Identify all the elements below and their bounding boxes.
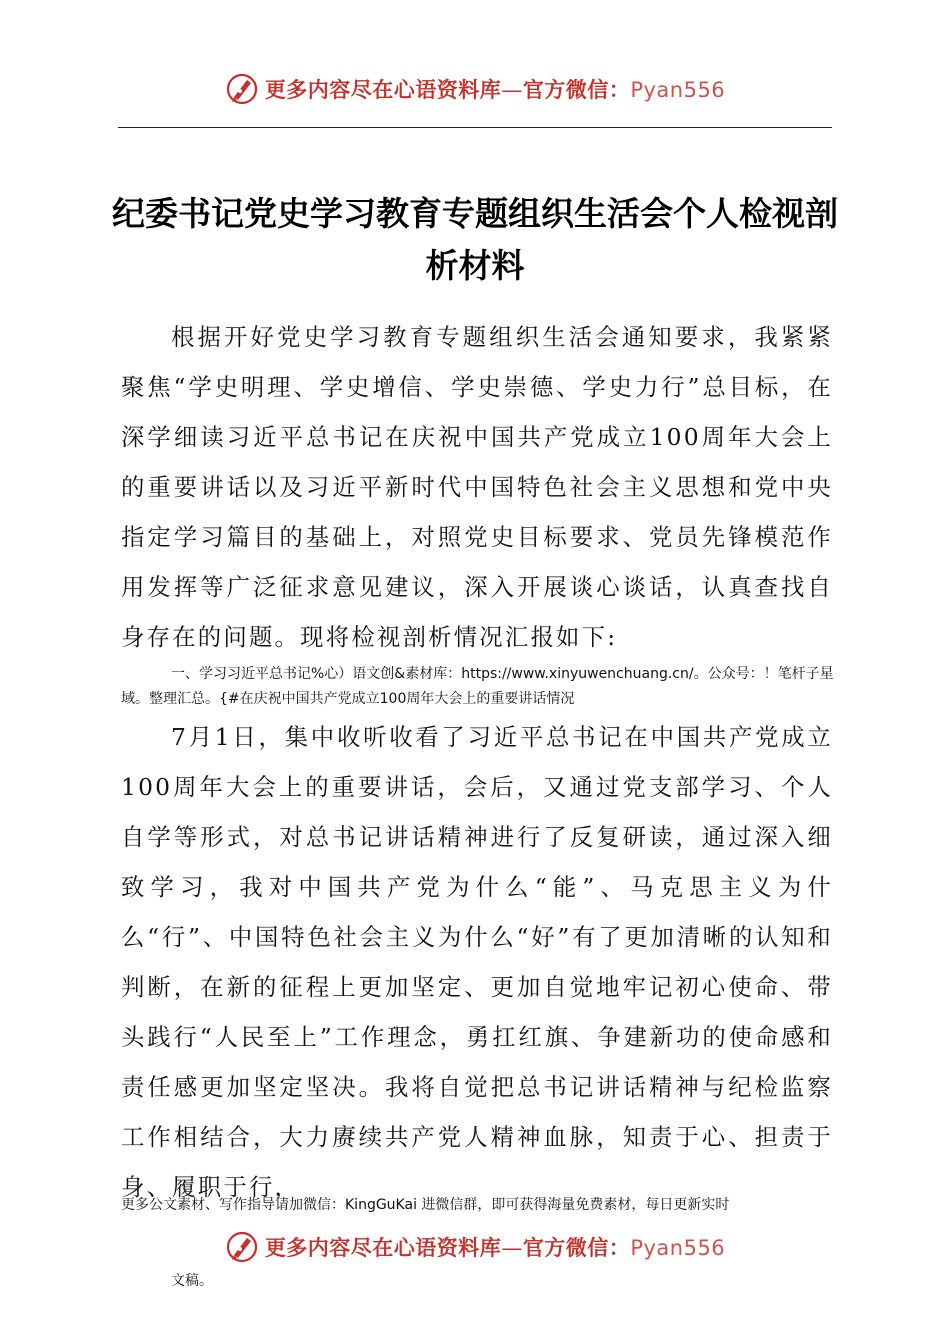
header-divider [118,127,832,128]
pen-logo-icon [225,72,259,106]
banner-text [265,74,725,104]
footer-banner [0,1230,950,1268]
document-title: 纪委书记党史学习教育专题组织生活会个人检视剖析材料 [112,194,838,285]
paragraph-study: 7月1日，集中收听收看了习近平总书记在中国共产党成立100周年大会上的重要讲话，会后，又通过党支部学习、个人自学等形式，对总书记讲话精神进行了反复研读，通过深入细致学习，我对中国共产党为什么“能”、马克思主义为什么“行”、中国特色社会主义为什么“好”有了更加清晰的认知和判断，在新的征程上更加坚定、更加自觉地牢记初心使命、带头践行“人民至上”工作理念，勇扛红旗、争建新功的使命感和责任感更加坚定坚决。我将自觉把总书记讲话精神与纪检监察工作相结合，大力赓续共产党人精神血脉，知责于心、担责于身、履职于行， [121,723,833,1201]
paragraph-intro: 根据开好党史学习教育专题组织生活会通知要求，我紧紧聚焦“学史明理、学史增信、学史崇德、学史力行”总目标，在深学细读习近平总书记在庆祝中国共产党成立100周年大会上的重要讲话以及习近平新时代中国特色社会主义思想和党中央指定学习篇目的基础上，对照党史目标要求、党员先锋模范作用发挥等广泛征求意见建议，深入开展谈心谈话，认真查找自身存在的问题。现将检视剖析情况汇报如下: [121,323,833,651]
footer-note: 更多公文素材、写作指导请加微信：KingGuKai 进微信群，即可获得海量免费素材，每日更新实时 [121,1197,730,1213]
banner-handle: Pyan556 [630,78,726,102]
footer-banner-official: 官方微信： [522,1236,631,1260]
footer-banner-text [265,1232,725,1262]
footer-banner-dash: — [501,1236,523,1260]
banner-main: 更多内容尽在心语资料库 [264,78,502,102]
footer-tail: 文稿。 [171,1273,213,1289]
header-banner [0,72,950,110]
banner-official: 官方微信： [522,78,631,102]
section-heading-note: 一、学习习近平总书记%心）语文创&素材库：https://www.xinyuwenchuang.cn/。公众号：！笔杆子星域。整理汇总。{#在庆祝中国共产党成立100周年大会上的重要讲话情况 [121,666,834,707]
footer-banner-main: 更多内容尽在心语资料库 [264,1236,502,1260]
pen-logo-icon [225,1230,259,1264]
banner-dash: — [501,78,523,102]
footer-banner-handle: Pyan556 [630,1236,726,1260]
